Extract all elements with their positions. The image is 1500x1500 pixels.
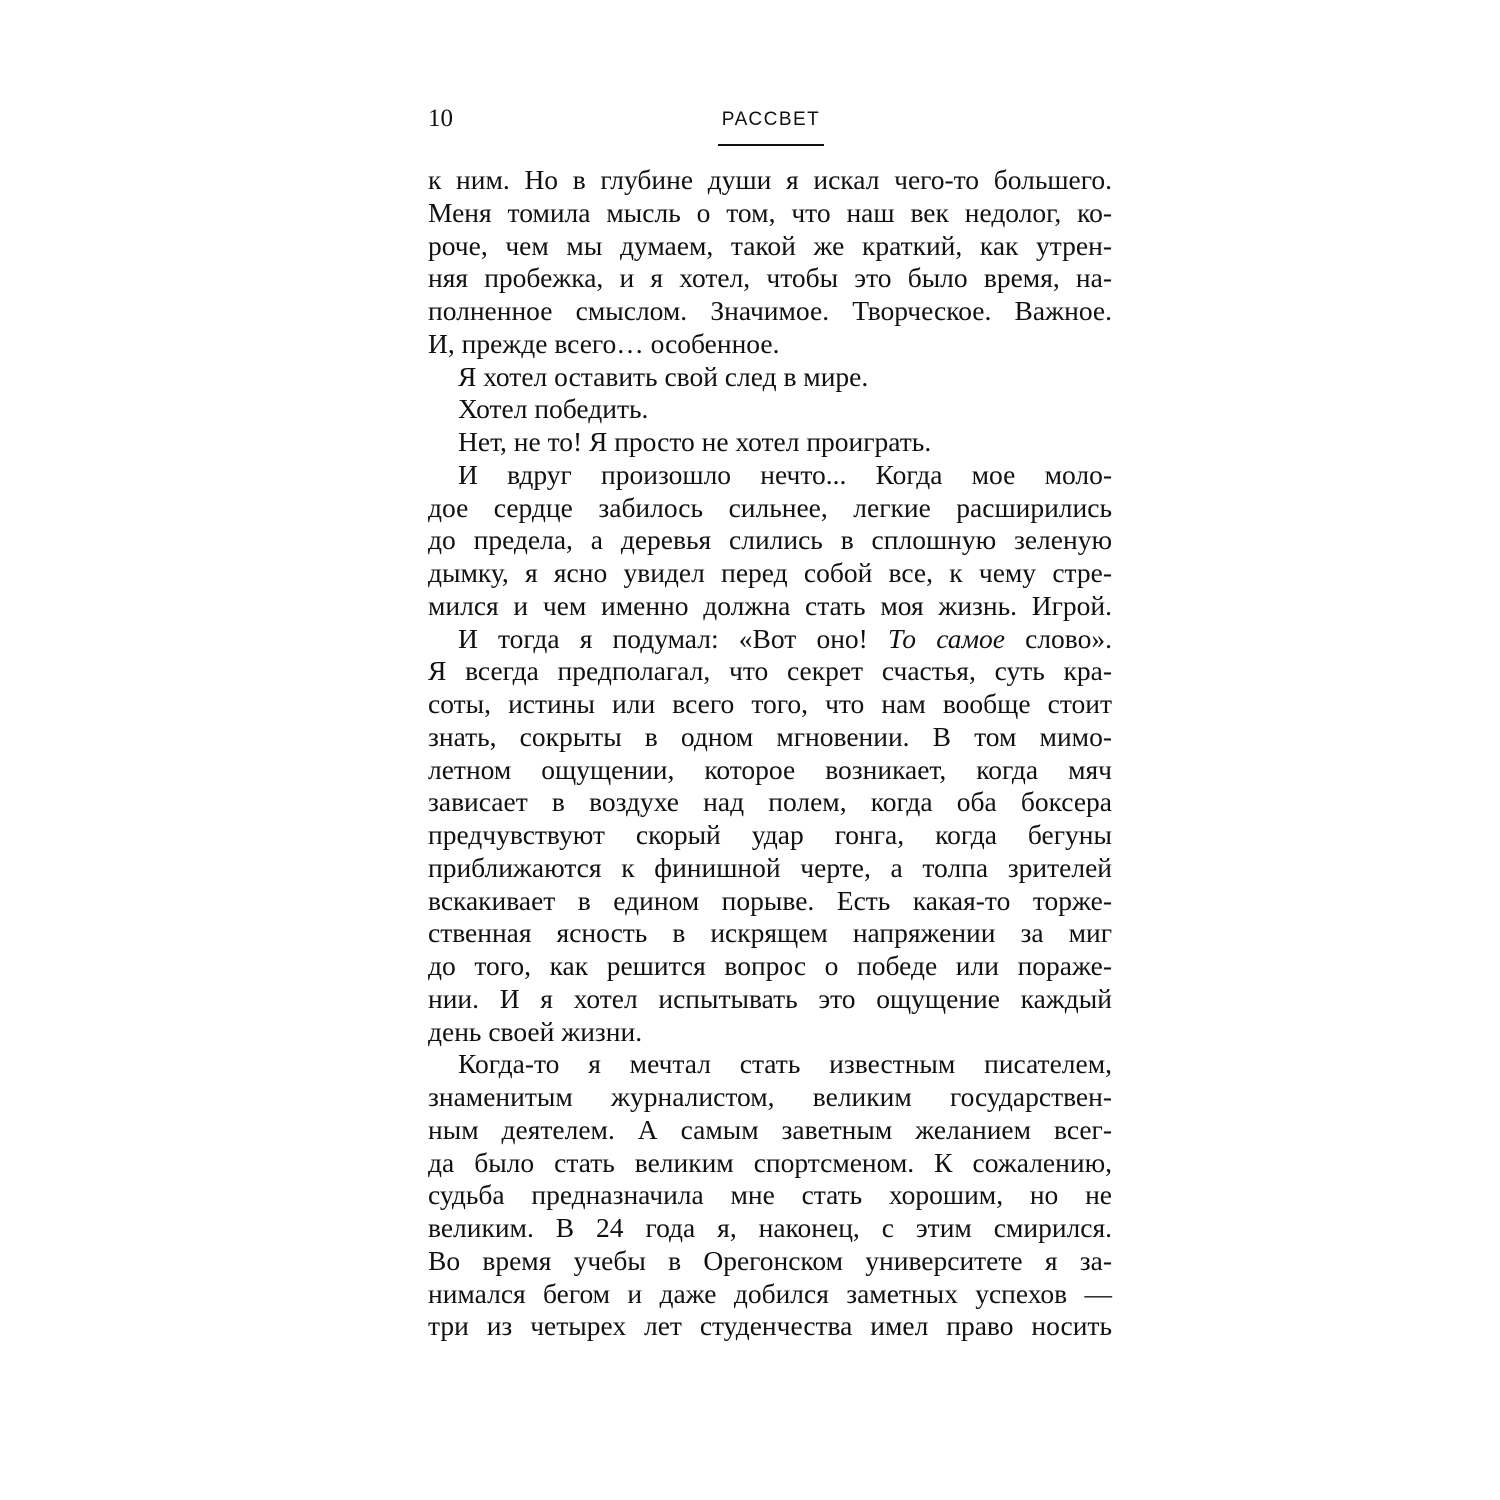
paragraph-line: Когда-то я мечтал стать известным писателем,: [458, 1048, 1112, 1080]
text-line: до того, как решится вопрос о победе или пораже-: [428, 950, 1112, 981]
text-line: Меня томила мысль о том, что наш век недолог, ко-: [428, 196, 1112, 228]
text-line: ным деятелем. А самым заветным желанием всег-: [428, 1113, 1112, 1145]
paragraph-line: Нет, не то! Я просто не хотел проиграть.: [458, 426, 932, 457]
header-rule: [718, 144, 824, 146]
text-line: дымку, я ясно увидел перед собой все, к чему стре-: [428, 557, 1112, 588]
text-line: знаменитым журналистом, великим государствен-: [428, 1081, 1112, 1112]
text-line: до предела, а деревья слились в сплошную зеленую: [428, 524, 1112, 556]
running-title: РАССВЕТ: [721, 109, 821, 130]
text-line: И, прежде всего… особенное.: [428, 327, 780, 359]
text-line: няя пробежка, и я хотел, чтобы это было время, на-: [428, 262, 1112, 294]
text-line: вскакивает в едином порыве. Есть какая-то торже-: [428, 884, 1112, 916]
text-line: Я всегда предполагал, что секрет счастья, суть кра-: [428, 655, 1112, 687]
text-line: предчувствуют скорый удар гонга, когда бегуны: [428, 819, 1112, 850]
text-line: соты, истины или всего того, что нам вообще стоит: [428, 688, 1112, 719]
text-line: великим. В 24 года я, наконец, с этим смирился.: [428, 1212, 1112, 1243]
text-line: Во время учебы в Орегонском университете я за-: [428, 1244, 1112, 1276]
paragraph-line: Я хотел оставить свой след в мире.: [458, 360, 869, 392]
text-line: дое сердце забилось сильнее, легкие расширились: [428, 491, 1112, 523]
emphasis-text: То самое: [887, 622, 1005, 654]
text-run: слово».: [1004, 622, 1112, 654]
paragraph-line: И вдруг произошло нечто... Когда мое моло-: [458, 458, 1112, 490]
text-line: приближаются к финишной черте, а толпа зрителей: [428, 851, 1112, 883]
paragraph-line: [428, 623, 1112, 656]
text-line: день своей жизни.: [428, 1015, 643, 1047]
text-run: И тогда я подумал: «Вот оно!: [458, 622, 888, 654]
text-line: знать, сокрыты в одном мгновении. В том мимо-: [428, 720, 1112, 752]
text-line: летном ощущении, которое возникает, когда мяч: [428, 753, 1112, 785]
text-line: да было стать великим спортсменом. К сожалению,: [428, 1146, 1112, 1178]
text-line: к ним. Но в глубине души я искал чего-то большего.: [428, 164, 1112, 195]
paragraph-line: Хотел победить.: [458, 393, 649, 425]
text-line: роче, чем мы думаем, такой же краткий, как утрен-: [428, 229, 1112, 261]
page-number: 10: [428, 105, 453, 132]
text-line: полненное смыслом. Значимое. Творческое. Важное.: [428, 295, 1112, 326]
text-line: нии. И я хотел испытывать это ощущение каждый: [428, 982, 1112, 1014]
text-line: судьба предназначила мне стать хорошим, но не: [428, 1179, 1112, 1211]
text-line: мился и чем именно должна стать моя жизнь. Игрой.: [428, 589, 1112, 621]
text-line: три из четырех лет студенчества имел право носить: [428, 1310, 1112, 1342]
text-line: зависает в воздухе над полем, когда оба боксера: [428, 786, 1112, 818]
text-line: нимался бегом и даже добился заметных успехов —: [428, 1277, 1112, 1309]
body-text: [428, 164, 1112, 1343]
text-line: ственная ясность в искрящем напряжении за миг: [428, 917, 1112, 949]
